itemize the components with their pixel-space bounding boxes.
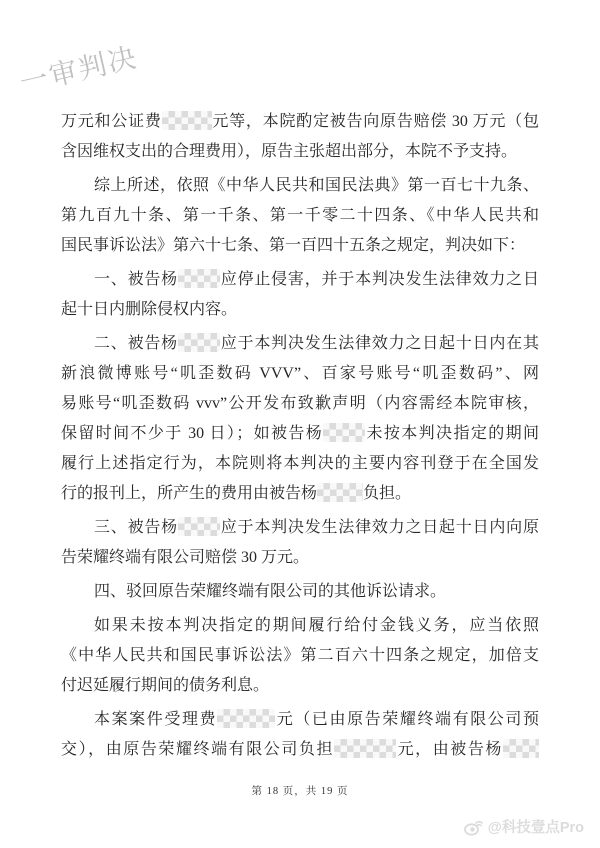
document-line: [61, 265, 539, 295]
first-instance-judgment-watermark: 一审判决: [16, 41, 141, 99]
document-line: [61, 171, 539, 201]
document-line: [61, 107, 539, 137]
paragraph: [61, 107, 539, 167]
text-segment: 告荣耀终端有限公司赔偿 30 万元。: [61, 549, 310, 566]
text-segment: 应于本判决发生法律效力之日起十日内向原: [219, 519, 539, 536]
page-number-indicator: 第 18 页，共 19 页: [251, 786, 349, 797]
text-segment: 四、驳回原告荣耀终端有限公司的其他诉讼请求。: [94, 583, 447, 600]
text-segment: 《中华人民共和国民事诉讼法》第二百六十四条之规定，加倍支: [61, 647, 539, 664]
document-line: [61, 513, 539, 543]
document-line: [61, 705, 539, 735]
text-segment: 保留时间不少于 30 日）；如被告杨: [61, 425, 324, 442]
document-body: [61, 107, 539, 765]
text-segment: 如果未按本判决指定的期间履行给付金钱义务，应当依照: [94, 617, 539, 634]
text-segment: 负担。: [363, 485, 412, 502]
weibo-eye-icon: [463, 818, 485, 836]
paragraph: [61, 265, 539, 325]
document-line: [61, 389, 539, 419]
document-line: [61, 295, 539, 325]
text-segment: 元（已由原告荣耀终端有限公司预: [275, 711, 539, 728]
text-segment: 行的报刊上，所产生的费用由被告杨: [61, 485, 318, 502]
text-segment: 元，由被告杨: [396, 741, 503, 758]
paragraph: [61, 705, 539, 765]
text-segment: 应停止侵害，并于本判决发生法律效力之日: [219, 271, 539, 288]
document-line: [61, 329, 539, 359]
document-line: [61, 577, 539, 607]
document-line: [61, 543, 539, 573]
author-watermark: [463, 816, 584, 837]
document-line: [61, 419, 539, 449]
document-line: [61, 479, 539, 509]
redaction-mosaic: [323, 423, 365, 442]
text-segment: 综上所述，依照《中华人民共和国民法典》第一百七十九条、: [94, 177, 539, 194]
redaction-mosaic: [178, 333, 220, 352]
text-segment: 三、被告杨: [94, 519, 178, 536]
text-segment: 易账号“叽歪数码 vvv”公开发布致歉声明（内容需经本院审核，: [61, 395, 539, 412]
text-segment: 新浪微博账号“叽歪数码 VVV”、百家号账号“叽歪数码”、网: [61, 365, 539, 382]
text-segment: 未按本判决指定的期间: [365, 425, 539, 442]
text-segment: 含因维权支出的合理费用），原告主张超出部分，本院不予支持。: [61, 143, 518, 160]
paragraph: [61, 329, 539, 509]
document-line: [61, 449, 539, 479]
paragraph: [61, 171, 539, 261]
paragraph: [61, 513, 539, 573]
text-segment: 交），由原告荣耀终端有限公司负担: [61, 741, 335, 758]
redaction-mosaic: [217, 709, 275, 728]
document-line: [61, 359, 539, 389]
author-watermark-label: @科技壹点Pro: [487, 820, 584, 836]
document-line: [61, 201, 539, 231]
document-line: [61, 611, 539, 641]
text-segment: 应于本判决发生法律效力之日起十日内在其: [219, 335, 539, 352]
redaction-mosaic: [317, 483, 363, 502]
text-segment: 本案案件受理费: [94, 711, 218, 728]
paragraph: [61, 611, 539, 701]
document-line: [61, 231, 539, 261]
document-line: [61, 735, 539, 765]
text-segment: 国民事诉讼法》第六十七条、第一百四十五条之规定，判决如下：: [61, 237, 526, 254]
paragraph: [61, 577, 539, 607]
document-line: [61, 641, 539, 671]
text-segment: 一、被告杨: [94, 271, 178, 288]
redaction-mosaic: [162, 111, 212, 130]
document-line: [61, 137, 539, 167]
redaction-mosaic: [178, 517, 220, 536]
redaction-mosaic: [178, 269, 220, 288]
document-line: [61, 671, 539, 701]
text-segment: 二、被告杨: [94, 335, 178, 352]
text-segment: 第九百九十条、第一千条、第一千零二十四条、《中华人民共和: [61, 207, 539, 224]
redaction-mosaic: [334, 739, 396, 758]
text-segment: 起十日内删除侵权内容。: [61, 301, 238, 318]
text-segment: 履行上述指定行为，本院则将本判决的主要内容刊登于在全国发: [61, 455, 539, 472]
redaction-mosaic: [503, 739, 539, 758]
text-segment: 元等，本院酌定被告向原告赔偿 30 万元（包: [211, 113, 539, 130]
text-segment: 付迟延履行期间的债务利息。: [61, 677, 270, 694]
text-segment: 万元和公证费: [61, 113, 162, 130]
